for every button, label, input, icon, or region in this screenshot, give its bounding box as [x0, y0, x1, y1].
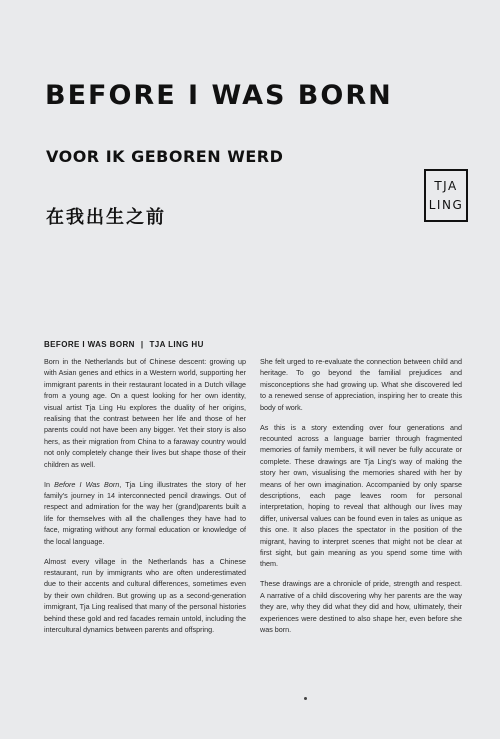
paragraph-prefix: In	[44, 479, 55, 489]
paragraph: Born in the Netherlands but of Chinese descent: growing up with Asian genes and ethics in a Western world, supporting her immigrant parents in their restaurant located in a Dutch village from a young age. On a quest looking for her own identity, visual artist Tja Ling Hu explores the duality of her origins, realising that the contrast between her life and those of her parents could not have been any bigger. Yet their story is also hers, as their migration from China to a faraway country would not only completely change their lives but shape those of their children as well.	[44, 357, 246, 469]
title-dutch: VOOR IK GEBOREN WERD	[46, 147, 284, 166]
title-english: BEFORE I WAS BORN	[45, 80, 393, 111]
paragraph: Almost every village in the Netherlands has a Chinese restaurant, run by immigrants who are often underestimated due to their accents and cultural differences, sometimes even by their own children. But growing up as a second-generation immigrant, Tja Ling realised that many of the personal histories behind these gold and red facades remain untold, including the intercultural dynamics between parents and offspring.	[44, 556, 246, 634]
paragraph: These drawings are a chronicle of pride, strength and respect. A narrative of a child discovering why her parents are the way they are, why they did what they did and how, ultimately, their experiences were destined to also shape her, even before she was born.	[260, 579, 462, 634]
paragraph	[44, 479, 246, 547]
logo-line-1: TJA	[434, 178, 458, 193]
work-title-italic: Before I Was Born	[54, 479, 120, 489]
paragraph-rest: , Tja Ling illustrates the story of her family's journey in 14 interconnected pencil drawings. Out of respect and admiration for the way her (grand)parents built a life for themselves with all the challenges they have had to face, migrating without any formal education or knowledge of the local language.	[44, 479, 247, 546]
page-dot-mark	[304, 697, 307, 700]
title-chinese: 在我出生之前	[46, 207, 166, 228]
text-column-left	[44, 356, 246, 644]
paragraph: As this is a story extending over four generations and recounted across a language barrier through fragmented memories of family members, it will never be fully accurate or complete. These drawings are Tja Ling's way of making the story her own, visualising the memories shared with her by means of her own imagination. Accompanied by only sparse descriptions, each page leaves room for personal interpretation, hoping to reveal that although our lives may differ, universal values can be found even in tales as unique as this one. It also places the spectator in the position of the migrant, having to interpret scenes that might not be clear at first sight, but gain meaning as you spend some time with them.	[260, 422, 462, 569]
byline-author: TJA LING HU	[149, 340, 204, 349]
byline-title: BEFORE I WAS BORN	[44, 340, 135, 349]
paragraph: She felt urged to re-evaluate the connection between child and heritage. To go beyond the familial prejudices and misconceptions she had growing up. What she discovered led to a renewed sense of appreciation, inspiring her to create this body of work.	[260, 357, 462, 412]
byline	[44, 340, 204, 349]
byline-separator: |	[140, 340, 144, 349]
artist-logo	[424, 169, 468, 222]
text-column-right	[260, 356, 462, 644]
logo-line-2: LING	[428, 197, 464, 212]
